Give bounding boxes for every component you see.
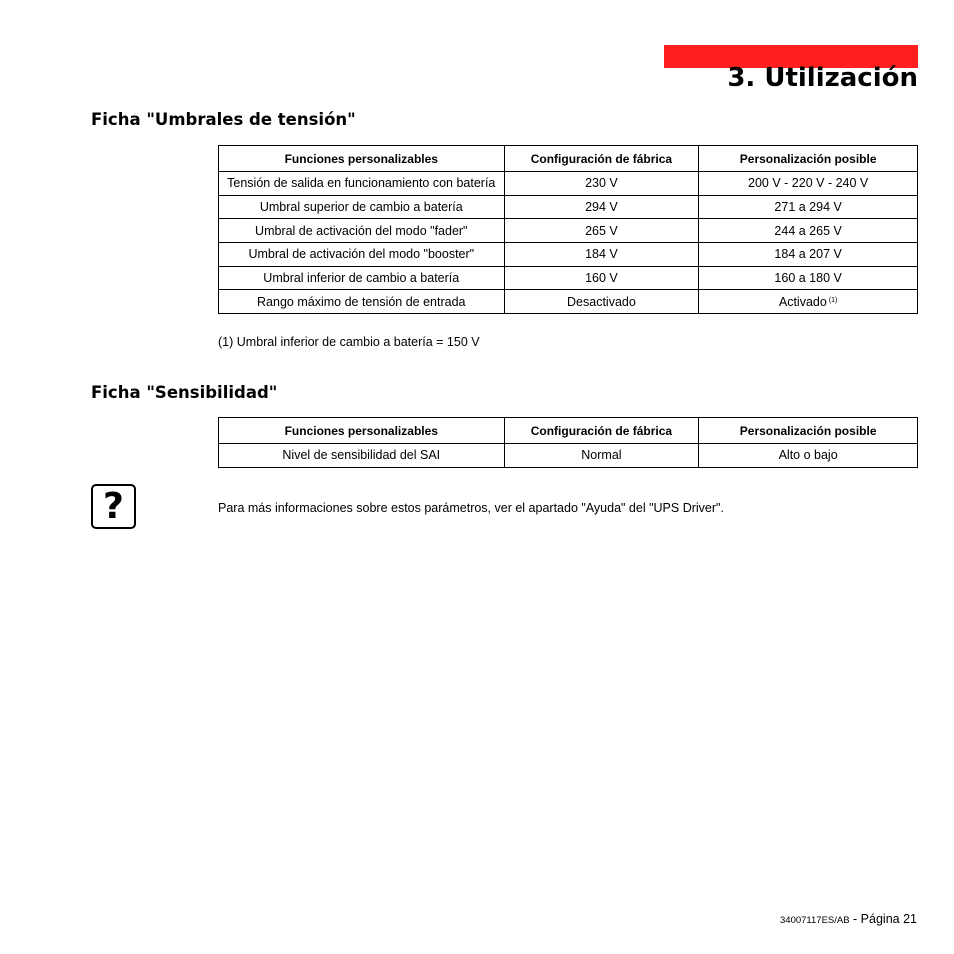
- page-footer: [780, 912, 917, 926]
- table-cell-with-footnote: [699, 290, 918, 314]
- table-row: [219, 444, 918, 468]
- table-cell: 265 V: [504, 219, 699, 243]
- table-cell: Tensión de salida en funcionamiento con batería: [219, 172, 505, 196]
- table-row: [219, 172, 918, 196]
- voltage-thresholds-table: [218, 145, 918, 314]
- table-footnote: (1) Umbral inferior de cambio a batería = 150 V: [218, 335, 480, 349]
- table-cell: 200 V - 220 V - 240 V: [699, 172, 918, 196]
- footnote-marker: (1): [828, 296, 838, 304]
- section-title-sensitivity: Ficha "Sensibilidad": [91, 383, 278, 402]
- table-cell: 184 a 207 V: [699, 243, 918, 267]
- document-code: 34007117ES/AB: [780, 915, 850, 926]
- table-cell: Umbral superior de cambio a batería: [219, 195, 505, 219]
- table-cell: 160 a 180 V: [699, 266, 918, 290]
- table-cell: 294 V: [504, 195, 699, 219]
- column-header: Funciones personalizables: [219, 418, 505, 444]
- page-number: - Página 21: [849, 912, 917, 926]
- table-cell: Rango máximo de tensión de entrada: [219, 290, 505, 314]
- column-header: Configuración de fábrica: [504, 418, 699, 444]
- chapter-title: 3. Utilización: [727, 63, 918, 93]
- question-mark-icon: [91, 484, 136, 529]
- table-header-row: [219, 146, 918, 172]
- table-cell: Normal: [504, 444, 699, 468]
- column-header: Funciones personalizables: [219, 146, 505, 172]
- table-row: [219, 243, 918, 267]
- table-cell: 184 V: [504, 243, 699, 267]
- table-cell: 271 a 294 V: [699, 195, 918, 219]
- table-cell: 160 V: [504, 266, 699, 290]
- table-row: [219, 290, 918, 314]
- table-cell: 244 a 265 V: [699, 219, 918, 243]
- help-note: Para más informaciones sobre estos parámetros, ver el apartado "Ayuda" del "UPS Driver".: [218, 501, 724, 515]
- table-cell: Nivel de sensibilidad del SAI: [219, 444, 505, 468]
- table-cell: Umbral inferior de cambio a batería: [219, 266, 505, 290]
- column-header: Personalización posible: [699, 146, 918, 172]
- sensitivity-table: [218, 417, 918, 468]
- table-cell: Alto o bajo: [699, 444, 918, 468]
- table-header-row: [219, 418, 918, 444]
- table-cell: Umbral de activación del modo "fader": [219, 219, 505, 243]
- table-row: [219, 219, 918, 243]
- section-title-voltage-thresholds: Ficha "Umbrales de tensión": [91, 110, 356, 129]
- column-header: Personalización posible: [699, 418, 918, 444]
- table-row: [219, 195, 918, 219]
- table-row: [219, 266, 918, 290]
- table-cell: Desactivado: [504, 290, 699, 314]
- table-cell: 230 V: [504, 172, 699, 196]
- question-mark-glyph: ?: [103, 486, 124, 527]
- table-cell-text: Activado: [778, 294, 827, 309]
- table-cell: Umbral de activación del modo "booster": [219, 243, 505, 267]
- column-header: Configuración de fábrica: [504, 146, 699, 172]
